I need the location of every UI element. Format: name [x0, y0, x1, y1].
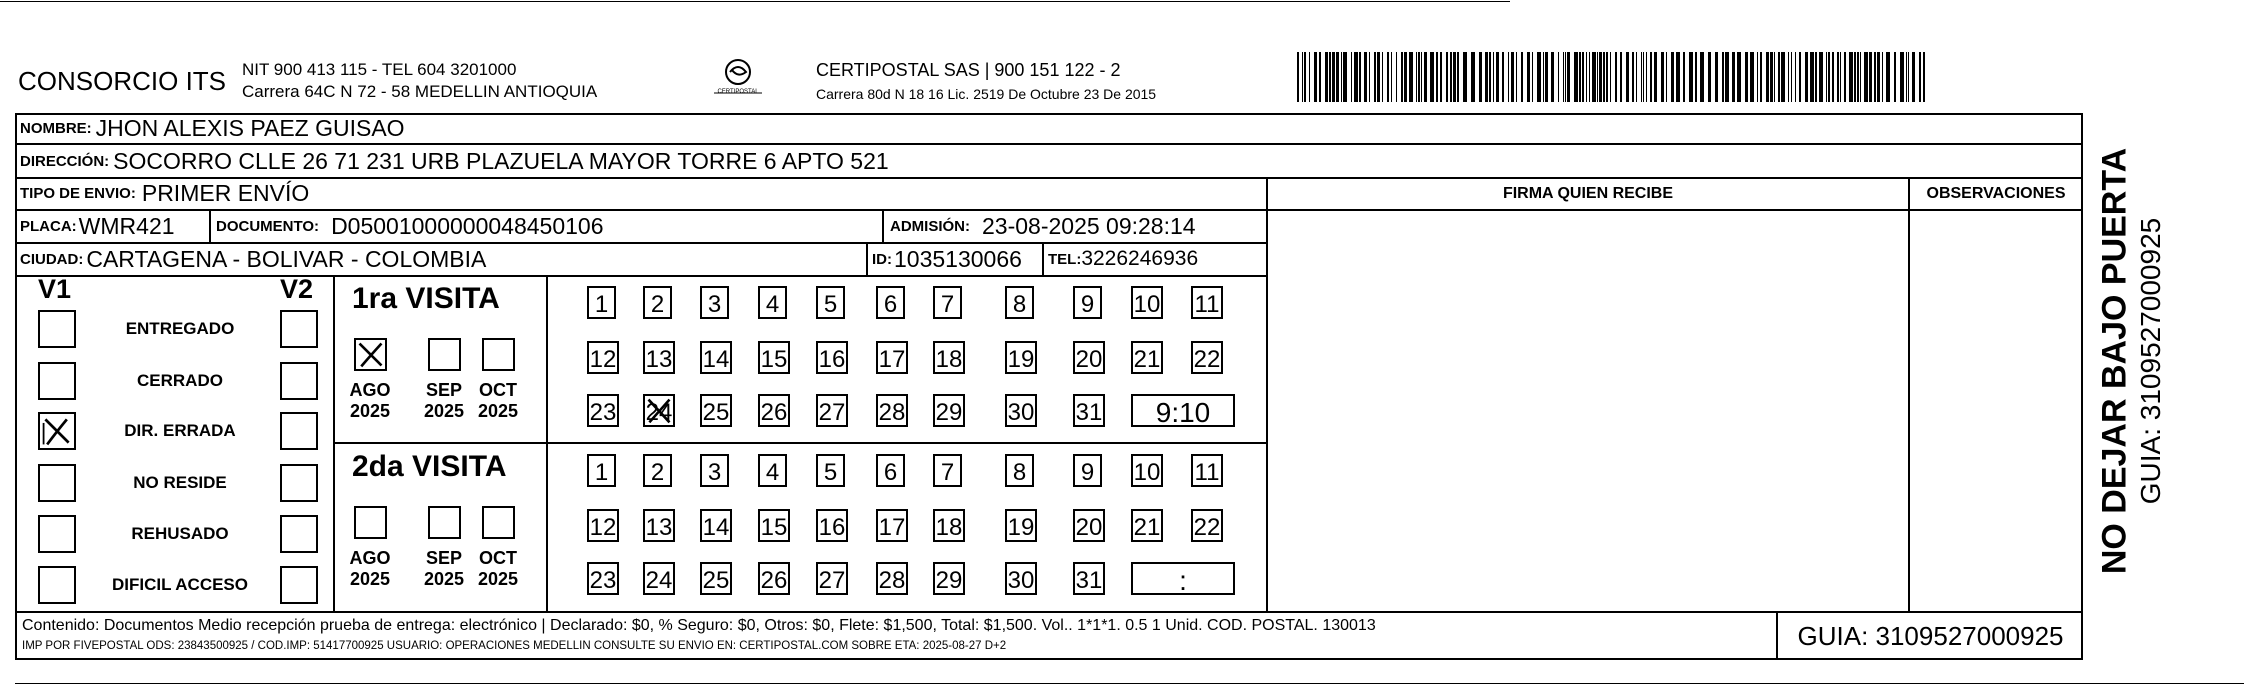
day-box[interactable] — [933, 454, 962, 487]
day-box[interactable] — [1131, 454, 1163, 487]
time-box[interactable]: : — [1131, 562, 1235, 595]
month-name: SEP — [425, 380, 463, 400]
day-box[interactable] — [643, 454, 672, 487]
v2-checkbox[interactable] — [280, 310, 318, 348]
day-box[interactable] — [1073, 394, 1105, 427]
day-box[interactable] — [933, 341, 965, 374]
v1-checkbox[interactable] — [38, 310, 76, 348]
day-box[interactable] — [816, 509, 848, 542]
day-box[interactable] — [643, 286, 672, 319]
v2-checkbox[interactable] — [280, 362, 318, 400]
day-box[interactable] — [700, 509, 732, 542]
day-box[interactable] — [643, 394, 675, 427]
v1-checkbox[interactable] — [38, 464, 76, 502]
day-number: 21 — [1133, 346, 1161, 373]
nombre-row — [20, 114, 405, 143]
month-year: 2025 — [349, 569, 391, 589]
ciudad-cell — [20, 243, 486, 275]
day-box[interactable] — [587, 286, 616, 319]
ciudad-value: CARTAGENA - BOLIVAR - COLOMBIA — [86, 245, 487, 272]
day-box[interactable] — [758, 509, 790, 542]
guia-footer: GUIA: 3109527000925 — [1797, 621, 2064, 651]
visit-divider — [333, 442, 1267, 444]
day-box[interactable] — [1131, 286, 1163, 319]
day-number: 5 — [823, 459, 838, 486]
month-label — [416, 380, 472, 422]
day-box[interactable] — [1073, 454, 1102, 487]
col-line — [1908, 177, 1910, 612]
day-box[interactable] — [700, 341, 732, 374]
direccion-row — [20, 145, 889, 177]
day-box[interactable] — [758, 394, 790, 427]
day-box[interactable] — [876, 562, 908, 595]
row-line — [15, 275, 1267, 277]
v1-checkbox[interactable] — [38, 362, 76, 400]
day-box[interactable] — [758, 454, 787, 487]
day-box[interactable] — [1191, 454, 1223, 487]
side-text — [2094, 140, 2172, 582]
day-number: 1 — [594, 291, 609, 318]
day-number: 26 — [760, 399, 788, 426]
day-number: 6 — [883, 291, 898, 318]
day-number: 31 — [1075, 399, 1103, 426]
admision-cell — [890, 210, 1196, 242]
day-number: 22 — [1193, 514, 1221, 541]
day-number: 9 — [1080, 459, 1095, 486]
tipo-label: TIPO DE ENVIO: — [20, 185, 136, 202]
day-number: 14 — [702, 346, 730, 373]
month-name: OCT — [479, 548, 517, 568]
day-box[interactable] — [643, 509, 675, 542]
day-box[interactable] — [816, 454, 845, 487]
day-box[interactable] — [816, 341, 848, 374]
day-number: 17 — [878, 346, 906, 373]
day-number: 13 — [645, 346, 673, 373]
day-number: 29 — [935, 399, 963, 426]
day-number: 1 — [594, 459, 609, 486]
day-box[interactable] — [587, 454, 616, 487]
day-number: 19 — [1007, 514, 1035, 541]
month-name: OCT — [479, 380, 517, 400]
day-box[interactable] — [1073, 286, 1102, 319]
day-number: 16 — [818, 346, 846, 373]
firma-header: FIRMA QUIEN RECIBE — [1502, 185, 1674, 202]
day-number: 12 — [589, 514, 617, 541]
day-box[interactable] — [1131, 509, 1163, 542]
day-box[interactable] — [1073, 341, 1105, 374]
day-box[interactable] — [933, 394, 965, 427]
barcode — [1297, 52, 1931, 102]
nombre-label: NOMBRE: — [20, 120, 92, 137]
status-label: DIFICIL ACCESO — [111, 575, 248, 594]
day-box[interactable] — [1073, 509, 1105, 542]
day-box[interactable] — [876, 286, 905, 319]
tel-value: 3226246936 — [1081, 247, 1199, 270]
day-number: 3 — [707, 459, 722, 486]
admision-value: 23-08-2025 09:28:14 — [982, 212, 1196, 239]
day-number: 20 — [1075, 514, 1103, 541]
col-line — [1266, 177, 1268, 612]
month-label — [342, 548, 398, 590]
month-label — [470, 548, 526, 590]
day-number: 17 — [878, 514, 906, 541]
v1-heading: V1 — [38, 274, 72, 304]
day-box[interactable] — [816, 286, 845, 319]
day-number: 25 — [702, 567, 730, 594]
nombre-value: JHON ALEXIS PAEZ GUISAO — [95, 115, 405, 141]
company-name: CONSORCIO ITS — [18, 66, 227, 96]
month-label — [470, 380, 526, 422]
day-number: 24 — [645, 567, 673, 594]
day-number: 3 — [707, 291, 722, 318]
day-box[interactable] — [700, 562, 732, 595]
time-box[interactable]: 9:10 — [1131, 394, 1235, 427]
tipo-value: PRIMER ENVÍO — [141, 180, 310, 206]
day-number: 10 — [1133, 291, 1161, 318]
day-number: 18 — [935, 514, 963, 541]
day-number: 4 — [765, 291, 780, 318]
day-number: 25 — [702, 399, 730, 426]
day-number: 8 — [1012, 459, 1027, 486]
tel-label: TEL: — [1048, 250, 1082, 268]
col-line — [866, 242, 868, 276]
day-number: 2 — [650, 291, 665, 318]
day-number: 23 — [589, 567, 617, 594]
row-line — [15, 611, 2083, 613]
day-box[interactable] — [1005, 454, 1034, 487]
day-box[interactable] — [643, 341, 675, 374]
visit-title: 1ra VISITA — [352, 282, 500, 315]
v2-checkbox[interactable] — [280, 566, 318, 604]
month-year: 2025 — [477, 401, 519, 421]
day-box[interactable] — [758, 286, 787, 319]
status-label: REHUSADO — [131, 524, 229, 543]
company-address: Carrera 64C N 72 - 58 MEDELLIN ANTIOQUIA — [242, 82, 598, 101]
check-x-icon — [40, 414, 74, 448]
observaciones-header: OBSERVACIONES — [1926, 185, 2066, 202]
day-number: 30 — [1007, 567, 1035, 594]
side-warning: NO DEJAR BAJO PUERTA — [2095, 147, 2134, 575]
check-x-icon — [356, 340, 385, 369]
day-box[interactable] — [587, 341, 619, 374]
month-year: 2025 — [349, 401, 391, 421]
v2-checkbox[interactable] — [280, 412, 318, 450]
day-number: 22 — [1193, 346, 1221, 373]
day-box[interactable] — [758, 562, 790, 595]
month-year: 2025 — [423, 569, 465, 589]
month-checkbox[interactable] — [428, 338, 461, 371]
placa-cell — [20, 210, 175, 242]
day-number: 2 — [650, 459, 665, 486]
logo-caption: CERTIPOSTAL — [717, 89, 759, 95]
day-box[interactable] — [876, 454, 905, 487]
day-number: 4 — [765, 459, 780, 486]
month-name: AGO — [349, 380, 391, 400]
admision-label: ADMISIÓN: — [890, 217, 970, 235]
day-box[interactable] — [933, 562, 965, 595]
day-number: 5 — [823, 291, 838, 318]
day-number: 24 — [645, 399, 673, 426]
month-year: 2025 — [423, 401, 465, 421]
day-number: 7 — [940, 291, 955, 318]
day-number: 23 — [589, 399, 617, 426]
day-box[interactable] — [1005, 286, 1034, 319]
day-box[interactable] — [1005, 509, 1037, 542]
day-number: 18 — [935, 346, 963, 373]
col-line — [209, 209, 211, 243]
v2-checkbox[interactable] — [280, 464, 318, 502]
day-number: 26 — [760, 567, 788, 594]
top-trim-line — [0, 1, 1510, 2]
day-number: 27 — [818, 567, 846, 594]
direccion-value: SOCORRO CLLE 26 71 231 URB PLAZUELA MAYOR TORRE 6 APTO 521 — [113, 147, 889, 174]
day-box[interactable] — [816, 394, 848, 427]
month-label — [342, 380, 398, 422]
day-number: 7 — [940, 459, 955, 486]
documento-cell — [216, 210, 604, 242]
day-box[interactable] — [700, 286, 729, 319]
v1-checkbox[interactable] — [38, 412, 76, 450]
col-line — [1042, 242, 1044, 276]
id-value: 1035130066 — [894, 245, 1022, 272]
v2-heading: V2 — [280, 274, 314, 304]
visit-title: 2da VISITA — [352, 450, 507, 483]
day-number: 8 — [1012, 291, 1027, 318]
day-number: 19 — [1007, 346, 1035, 373]
month-name: AGO — [349, 548, 391, 568]
day-box[interactable] — [700, 394, 732, 427]
day-box[interactable] — [1191, 286, 1223, 319]
month-checkbox[interactable] — [482, 338, 515, 371]
day-box[interactable] — [758, 341, 790, 374]
imp-text: IMP POR FIVEPOSTAL ODS: 23843500925 / COD.IMP: 51417700925 USUARIO: OPERACIONES MEDELLIN CONSULTE SU ENVIO EN: CERTIPOSTAL.COM SOBRE ETA: 2025-08-27 D+2 — [22, 640, 1007, 652]
day-number: 15 — [760, 514, 788, 541]
ciudad-label: CIUDAD: — [20, 250, 84, 268]
day-number: 11 — [1194, 291, 1220, 318]
day-number: 12 — [589, 346, 617, 373]
month-year: 2025 — [477, 569, 519, 589]
id-label: ID: — [872, 250, 892, 268]
day-box[interactable] — [1005, 341, 1037, 374]
day-box[interactable] — [876, 394, 908, 427]
day-number: 14 — [702, 514, 730, 541]
month-label — [416, 548, 472, 590]
month-name: SEP — [425, 548, 463, 568]
nit-line: NIT 900 413 115 - TEL 604 3201000 — [242, 60, 517, 79]
day-box[interactable] — [933, 286, 962, 319]
day-number: 30 — [1007, 399, 1035, 426]
documento-label: DOCUMENTO: — [216, 217, 320, 235]
status-label: ENTREGADO — [125, 319, 235, 338]
license-line: Carrera 80d N 18 16 Lic. 2519 De Octubre 23 De 2015 — [816, 86, 1157, 102]
certipostal-logo — [708, 56, 768, 102]
day-box[interactable] — [587, 394, 619, 427]
day-box[interactable] — [876, 509, 908, 542]
day-box[interactable] — [1191, 509, 1223, 542]
day-box[interactable] — [700, 454, 729, 487]
status-label: CERRADO — [137, 371, 223, 390]
day-box[interactable] — [1131, 341, 1163, 374]
day-box[interactable] — [816, 562, 848, 595]
contenido-text: Contenido: Documentos Medio recepción prueba de entrega: electrónico | Declarado: $0, % Seguro: $0, Otros: $0, Flete: $1,500, Total: $1,500. Vol.. 1*1*1. 0.5 1 Unid. COD. POSTAL. 130013 — [22, 617, 1376, 634]
documento-value: D05001000000048450106 — [331, 212, 604, 239]
day-box[interactable] — [1073, 562, 1105, 595]
day-number: 15 — [760, 346, 788, 373]
bottom-trim-line — [15, 683, 2244, 684]
day-box[interactable] — [1005, 562, 1037, 595]
day-number: 16 — [818, 514, 846, 541]
col-line — [882, 209, 884, 243]
status-label: NO RESIDE — [133, 473, 227, 492]
day-box[interactable] — [1005, 394, 1037, 427]
day-number: 21 — [1133, 514, 1161, 541]
placa-value: WMR421 — [78, 212, 175, 239]
day-number: 9 — [1080, 291, 1095, 318]
month-checkbox[interactable] — [354, 338, 387, 371]
v2-checkbox[interactable] — [280, 515, 318, 553]
check-x-icon — [645, 396, 673, 425]
tipo-row — [20, 178, 309, 209]
day-box[interactable] — [1191, 341, 1223, 374]
month-checkbox[interactable] — [428, 506, 461, 539]
day-number: 20 — [1075, 346, 1103, 373]
id-cell — [872, 243, 1022, 275]
side-guia: GUIA: 3109527000925 — [2135, 217, 2166, 505]
day-box[interactable] — [643, 562, 675, 595]
direccion-label: DIRECCIÓN: — [20, 152, 110, 170]
placa-label: PLACA: — [20, 217, 77, 235]
day-number: 11 — [1194, 459, 1220, 486]
month-checkbox[interactable] — [482, 506, 515, 539]
v1-checkbox[interactable] — [38, 515, 76, 553]
day-number: 28 — [878, 567, 906, 594]
day-box[interactable] — [933, 509, 965, 542]
carrier-line: CERTIPOSTAL SAS | 900 151 122 - 2 — [816, 60, 1121, 80]
day-number: 29 — [935, 567, 963, 594]
day-number: 31 — [1075, 567, 1103, 594]
day-number: 28 — [878, 399, 906, 426]
day-box[interactable] — [587, 509, 619, 542]
day-number: 13 — [645, 514, 673, 541]
day-number: 6 — [883, 459, 898, 486]
day-box[interactable] — [587, 562, 619, 595]
day-number: 10 — [1133, 459, 1161, 486]
v1-checkbox[interactable] — [38, 566, 76, 604]
day-number: 27 — [818, 399, 846, 426]
month-checkbox[interactable] — [354, 506, 387, 539]
status-label: DIR. ERRADA — [124, 421, 236, 440]
tel-cell — [1048, 243, 1198, 275]
day-box[interactable] — [876, 341, 908, 374]
